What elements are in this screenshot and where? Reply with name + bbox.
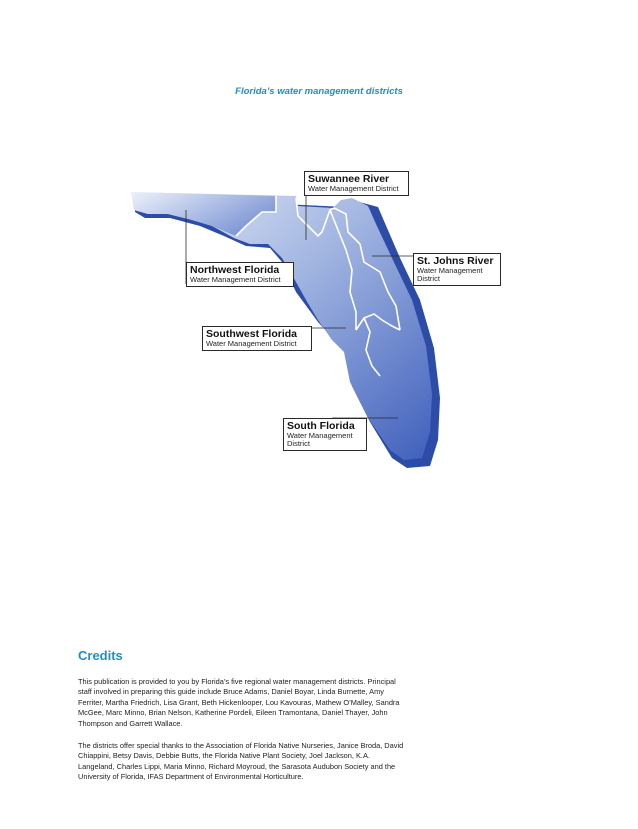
- district-name: Northwest Florida: [190, 264, 280, 276]
- district-subtitle: Water Management District: [206, 339, 297, 349]
- label-south-florida: [283, 418, 367, 451]
- label-southwest-florida: [202, 326, 312, 351]
- credits-heading: Credits: [78, 648, 123, 663]
- district-name: South Florida: [287, 420, 355, 432]
- district-name: Suwannee River: [308, 173, 390, 185]
- label-suwannee-river: [304, 171, 409, 196]
- credits-paragraph: This publication is provided to you by Florida’s five regional water management districts. Principal staff involved in preparing this guide include Bruce Adams, Daniel Boyar, Linda Burnette, Amy Ferriter, Martha Friedrich, Lisa Grant, Beth Hickenlooper, Lou Kavouras, Mathew O’Malley, Sandra McGee, Marc Minno, Brian Nelson, Katherine Pordeli, Eileen Tramontana, Daniel Thayer, John Thompson and Garrett Wallace.: [78, 677, 400, 728]
- district-subtitle: Water Management District: [190, 275, 281, 285]
- district-subtitle: Water Management District: [417, 266, 483, 283]
- credits-paragraph: The districts offer special thanks to the Association of Florida Native Nurseries, Janice Broda, David Chiappini, Betsy Davis, Debbie Butts, the Florida Native Plant Society, Joel Jackson, K.A. Langeland, Charles Lippi, Maria Minno, Richard Moyroud, the Sarasota Audubon Society and the University of Florida, IFAS Department of Environmental Horticulture.: [78, 741, 404, 782]
- district-subtitle: Water Management District: [308, 184, 399, 194]
- label-st-johns-river: [413, 253, 501, 286]
- label-northwest-florida: [186, 262, 294, 287]
- district-name: St. Johns River: [417, 255, 494, 267]
- district-subtitle: Water Management District: [287, 431, 353, 448]
- district-name: Southwest Florida: [206, 328, 298, 340]
- page-title: Florida’s water management districts: [235, 86, 403, 97]
